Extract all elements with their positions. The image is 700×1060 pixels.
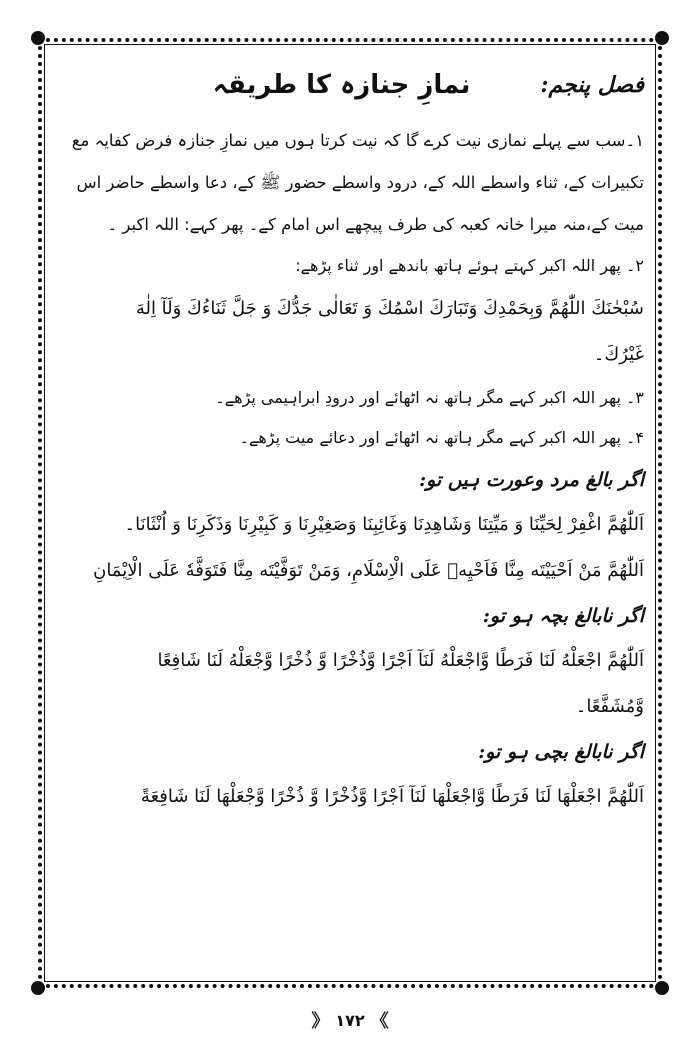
- corner-ornament-bottom-right: [655, 981, 669, 995]
- page-number-footer: [0, 1000, 700, 1040]
- page-content: [56, 56, 644, 976]
- boy-dua-line: اَللّٰهُمَّ اجْعَلْهُ لَنَا فَرَطًا وَّاجْعَلْهُ لَنَآ اَجْرًا وَّذُخْرًا وَّ ذُخْرًا وَّجْعَلْهُ لَنَا شَافِعًا: [157, 650, 644, 671]
- step-3: ۳۔ پھر اللہ اکبر کہے مگر ہاتھ نہ اٹھائے اور درودِ ابراہیمی پڑھے۔: [215, 388, 644, 407]
- corner-ornament-top-right: [655, 31, 669, 45]
- intro-line: تکبیرات کے، ثناء واسطے اللہ کے، درود واسطے حضور ﷺ کے، دعا واسطے حاضر اس: [76, 173, 644, 192]
- page-title: نمازِ جنازہ کا طریقہ: [212, 70, 471, 100]
- intro-line: ۱۔سب سے پہلے نمازی نیت کرے گا کہ نیت کرتا ہوں میں نمازِ جنازہ فرض کفایہ مع: [71, 131, 644, 150]
- ornament-left: 《: [370, 1011, 389, 1032]
- corner-ornament-top-left: [31, 31, 45, 45]
- adult-heading: اگر بالغ مرد وعورت ہیں تو:: [419, 469, 644, 491]
- girl-dua-line: اَللّٰهُمَّ اجْعَلْهَا لَنَا فَرَطًا وَّاجْعَلْهَا لَنَآ اَجْرًا وَّذُخْرًا وَّ ذُخْرًا وَّجْعَلْهَا لَنَا شَافِعَةً: [140, 786, 644, 807]
- step-4: ۴۔ پھر اللہ اکبر کہے مگر ہاتھ نہ اٹھائے اور دعائے میت پڑھے۔: [239, 428, 644, 447]
- girl-heading: اگر نابالغ بچی ہو تو:: [478, 741, 644, 763]
- adult-dua-line: اَللّٰهُمَّ اغْفِرْ لِحَيِّنَا وَ مَيِّتِنَا وَشَاهِدِنَا وَغَائِبِنَا وَصَغِيْرِنَا وَ كَبِيْرِنَا وَذَكَرِنَا وَ اُنْثَانَا۔: [124, 514, 644, 535]
- thana-line: سُبْحٰنَكَ اللّٰهُمَّ وَبِحَمْدِكَ وَتَبَارَكَ اسْمُكَ وَ تَعَالٰى جَدُّكَ وَ جَلَّ ثَنَاءُكَ وَلَآ اِلٰهَ: [135, 298, 644, 319]
- adult-dua-line: اَللّٰهُمَّ مَنْ اَحْيَيْتَه مِنَّا فَاَحْيِهٖ عَلَى الْاِسْلَامِ، وَمَنْ تَوَفَّيْتَه مِنَّا فَتَوَفَّهٗ عَلَى الْاِيْمَانِ: [93, 560, 644, 581]
- ornament-right: 》: [311, 1011, 330, 1032]
- thana-line: غَيْرُكَ۔: [593, 344, 644, 365]
- corner-ornament-bottom-left: [31, 981, 45, 995]
- boy-dua-line: وَّمُشَفَّعًا۔: [575, 696, 644, 717]
- page-number: ۱۷۲: [335, 1010, 365, 1030]
- step-2: ۲۔ پھر اللہ اکبر کہتے ہوئے ہاتھ باندھے اور ثناء پڑھے:: [295, 256, 644, 275]
- section-label: فصل پنجم:: [540, 72, 644, 98]
- intro-line: میت کے،منہ میرا خانہ کعبہ کی طرف پیچھے اس امام کے۔ پھر کہے: اللہ اکبر ۔: [107, 215, 644, 234]
- boy-heading: اگر نابالغ بچہ ہو تو:: [482, 605, 644, 627]
- page-heading: [56, 56, 644, 114]
